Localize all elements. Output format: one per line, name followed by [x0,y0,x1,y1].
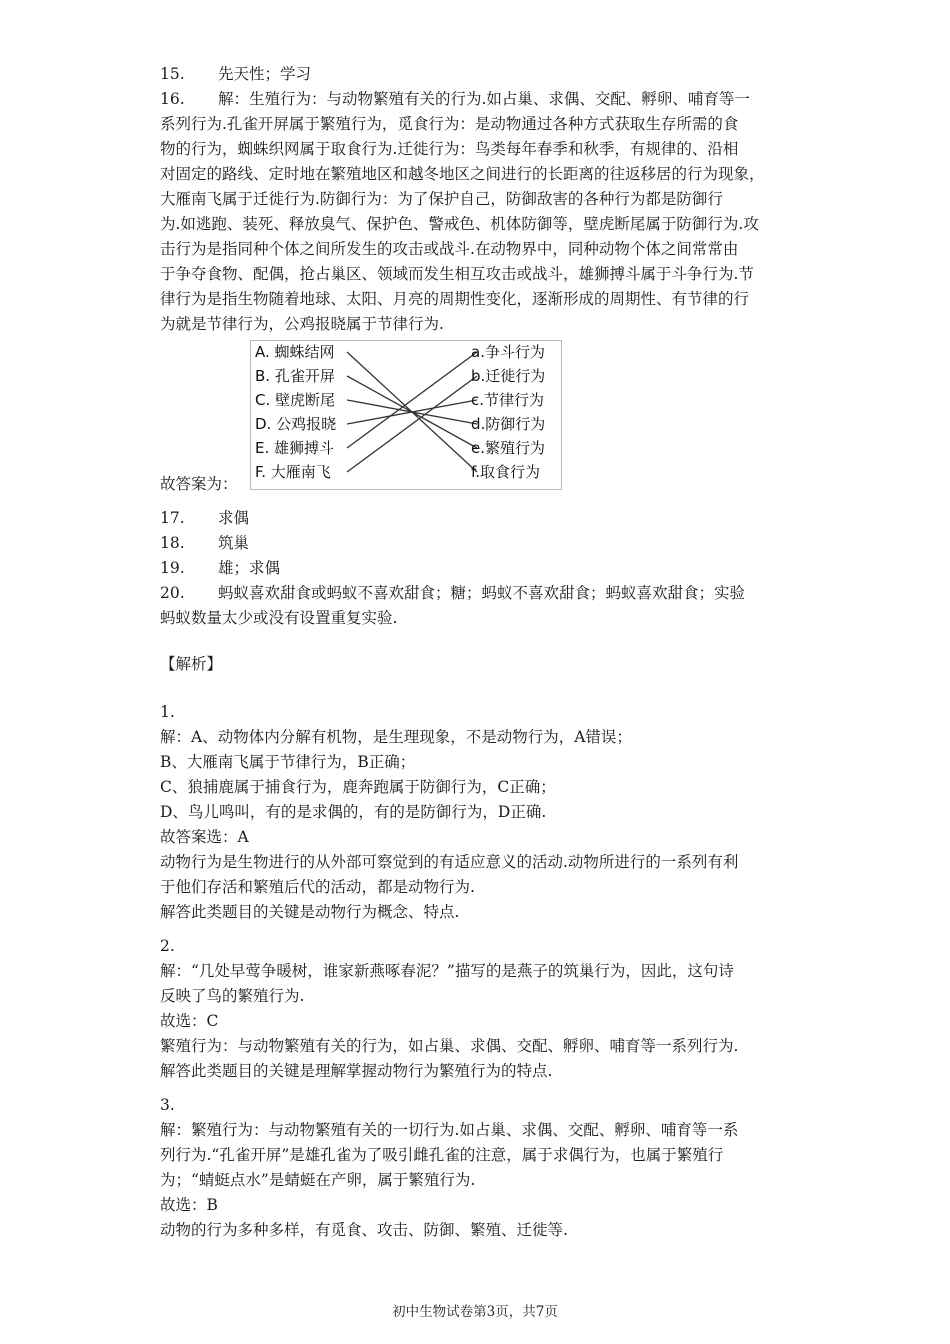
answer-16-line: 为就是节律行为，公鸡报晓属于节律行为. [160,315,444,333]
answer-text: 解：生殖行为：与动物繁殖有关的行为.如占巢、求偶、交配、孵卵、哺育等一 [218,90,750,108]
analysis-1-line: 故答案选：A [160,828,249,846]
page-footer: 初中生物试卷第3页，共7页 [392,1304,558,1320]
analysis-heading: 【解析】 [160,655,223,673]
answer-text: 求偶 [218,509,250,527]
analysis-1-number: 1. [160,703,175,721]
analysis-2-line: 故选：C [160,1012,219,1030]
left-item-e: E. 雄狮搏斗 [255,439,335,457]
answer-number: 19. [160,559,185,577]
answer-16-line: 物的行为，蜘蛛织网属于取食行为.迁徙行为：鸟类每年春季和秋季，有规律的、沿相 [160,140,739,158]
answer-text: 蚂蚁喜欢甜食或蚂蚁不喜欢甜食；糖；蚂蚁不喜欢甜食；蚂蚁喜欢甜食；实验 [218,584,746,602]
left-item-b: B. 孔雀开屏 [255,367,335,385]
answer-16-line: 击行为是指同种个体之间所发生的攻击或战斗.在动物界中，同种动物个体之间常常由 [160,240,739,258]
analysis-1-line: B、大雁南飞属于节律行为，B正确； [160,753,416,771]
analysis-1-line: C、狼捕鹿属于捕食行为，鹿奔跑属于防御行为，C正确； [160,778,556,796]
analysis-2-line: 解答此类题目的关键是理解掌握动物行为繁殖行为的特点. [160,1062,553,1080]
analysis-3-line: 故选：B [160,1196,218,1214]
answer-number: 20. [160,584,185,602]
answer-17 [160,508,249,528]
left-item-f: F. 大雁南飞 [255,463,331,481]
answer-18 [160,533,249,553]
left-item-c: C. 壁虎断尾 [255,391,336,409]
analysis-3-line: 动物的行为多种多样，有觅食、攻击、防御、繁殖、迁徙等. [160,1221,568,1239]
answer-number: 15. [160,65,185,83]
answer-20 [160,583,745,603]
answer-16-line: 为.如逃跑、装死、释放臭气、保护色、警戒色、机体防御等，壁虎断尾属于防御行为.攻 [160,215,759,233]
analysis-2-line: 繁殖行为：与动物繁殖有关的行为，如占巢、求偶、交配、孵卵、哺育等一系列行为. [160,1037,739,1055]
analysis-3-line: 解：繁殖行为：与动物繁殖有关的一切行为.如占巢、求偶、交配、孵卵、哺育等一系 [160,1121,739,1139]
right-item-c: c.节律行为 [471,391,545,409]
answer-16 [160,89,750,109]
answer-number: 16. [160,90,185,108]
right-item-f: f.取食行为 [471,463,540,481]
analysis-2-line: 反映了鸟的繁殖行为. [160,987,305,1005]
answer-20-line: 蚂蚁数量太少或没有设置重复实验. [160,609,398,627]
answer-text: 筑巢 [218,534,250,552]
right-item-e: e.繁殖行为 [471,439,545,457]
answer-16-line: 系列行为.孔雀开屏属于繁殖行为，觅食行为：是动物通过各种方式获取生存所需的食 [160,115,739,133]
analysis-3-line: 列行为.“孔雀开屏”是雄孔雀为了吸引雌孔雀的注意，属于求偶行为，也属于繁殖行 [160,1146,724,1164]
analysis-2-line: 解：“几处早莺争暖树，谁家新燕啄春泥？”描写的是燕子的筑巢行为，因此，这句诗 [160,962,734,980]
answer-number: 18. [160,534,185,552]
answer-text: 先天性；学习 [218,65,312,83]
match-line [347,352,477,448]
right-item-d: d.防御行为 [471,415,546,433]
analysis-3-number: 3. [160,1096,175,1114]
answer-16-line: 对固定的路线、定时地在繁殖地区和越冬地区之间进行的长距离的往返移居的行为现象， [160,165,765,183]
analysis-1-line: 解：A、动物体内分解有机物，是生理现象，不是动物行为，A错误； [160,728,632,746]
left-item-d: D. 公鸡报晓 [255,415,337,433]
right-item-b: b.迁徙行为 [471,367,546,385]
analysis-3-line: 为；“蜻蜓点水”是蜻蜓在产卵，属于繁殖行为. [160,1171,476,1189]
answer-prefix: 故答案为： [160,475,238,493]
answer-16-line: 大雁南飞属于迁徙行为.防御行为：为了保护自己，防御敌害的各种行为都是防御行 [160,190,723,208]
answer-15 [160,64,311,84]
answer-number: 17. [160,509,185,527]
answer-16-line: 于争夺食物、配偶，抢占巢区、领域而发生相互攻击或战斗，雄狮搏斗属于斗争行为.节 [160,265,754,283]
answer-19 [160,558,280,578]
analysis-1-line: 于他们存活和繁殖后代的活动，都是动物行为. [160,878,475,896]
answer-16-line: 律行为是指生物随着地球、太阳、月亮的周期性变化，逐渐形成的周期性、有节律的行 [160,290,750,308]
left-item-a: A. 蜘蛛结网 [255,343,335,361]
matching-diagram [250,340,562,490]
analysis-1-line: D、鸟儿鸣叫，有的是求偶的，有的是防御行为，D正确. [160,803,547,821]
analysis-1-line: 动物行为是生物进行的从外部可察觉到的有适应意义的活动.动物所进行的一系列有利 [160,853,739,871]
right-item-a: a.争斗行为 [471,343,545,361]
analysis-2-number: 2. [160,937,175,955]
analysis-1-line: 解答此类题目的关键是动物行为概念、特点. [160,903,460,921]
match-line [347,376,477,472]
answer-text: 雄；求偶 [218,559,281,577]
